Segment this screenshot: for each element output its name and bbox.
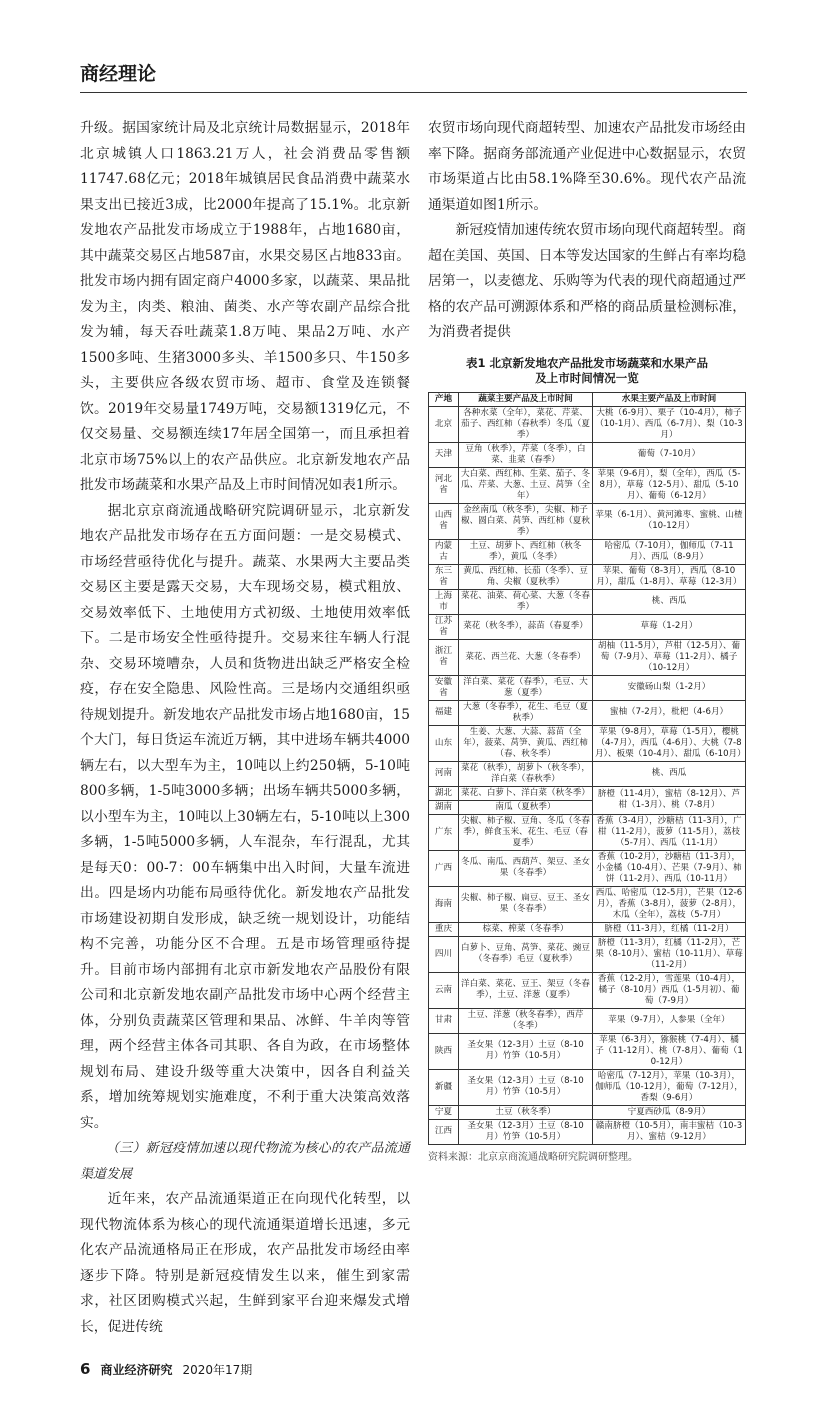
left-column — [80, 116, 410, 1340]
fruits-cell: 宁夏西砂瓜（8-9月） — [593, 1105, 746, 1119]
header-vegetables: 蔬菜主要产品及上市时间 — [459, 392, 593, 406]
fruits-cell: 苹果、葡萄（8-3月），西瓜（8-10月），甜瓜（1-8月）、草莓（12-3月） — [593, 564, 746, 589]
table-row — [429, 1033, 746, 1069]
paragraph: 新冠疫情加速传统农贸市场向现代商超转型。商超在美国、英国、日本等发达国家的生鲜占有率均稳居第一，以麦德龙、乐购等为代表的现代商超通过严格的农产品可溯源体系和严格的商品质量检测标准，为消费者提供 — [428, 222, 746, 340]
fruits-cell: 苹果（6-3月），猕猴桃（7-4月）、橘子（11-12月）、桃（7-8月）、葡萄（10-12月） — [593, 1033, 746, 1069]
fruits-cell: 苹果（6-1月）、黄河滩枣、蜜桃、山楂（10-12月） — [593, 503, 746, 539]
fruits-cell: 大桃（6-9月）、栗子（10-4月），柿子（10-1月）、西瓜（6-7月）、梨（10-3月） — [593, 406, 746, 442]
table-title — [428, 356, 746, 386]
vegetables-cell: 洋白菜、菜花、豆王、架豆（冬春季），土豆、洋葱（夏季） — [459, 972, 593, 1008]
vegetables-cell: 尖椒、柿子椒、扁豆、豆王、圣女果（冬春季） — [459, 886, 593, 922]
fruits-cell: 桃、西瓜 — [593, 589, 746, 614]
table-title-line1: 表1 北京新发地农产品批发市场蔬菜和水果产品 — [465, 355, 708, 370]
fruits-cell: 苹果（9-8月），草莓（1-5月），樱桃（4-7月），西瓜（4-6月）、大桃（7-8月）、板栗（10-4月）、甜瓜（6-10月） — [593, 725, 746, 761]
fruits-cell: 蜜柚（7-2月），枇杷（4-6月） — [593, 700, 746, 725]
table-row — [429, 589, 746, 614]
origin-cell: 北京 — [429, 406, 459, 442]
fruits-cell: 脐橙（11-3月），红橘（11-2月） — [593, 922, 746, 936]
fruits-cell: 苹果（9-7月），人参果（全年） — [593, 1008, 746, 1033]
table-row — [429, 539, 746, 564]
table-row — [429, 614, 746, 639]
origin-cell: 上海市 — [429, 589, 459, 614]
table-row — [429, 1008, 746, 1033]
table-title-line2: 及上市时间情况一览 — [535, 370, 639, 385]
right-column — [428, 116, 746, 1165]
table-row — [429, 886, 746, 922]
origin-cell: 湖南 — [429, 800, 459, 814]
vegetables-cell: 菜花、西兰花、大葱（冬春季） — [459, 639, 593, 675]
origin-cell: 新疆 — [429, 1069, 459, 1105]
vegetables-cell: 大葱（冬春季），花生、毛豆（夏秋季） — [459, 700, 593, 725]
table-row — [429, 761, 746, 786]
journal-name: 商业经济研究 — [100, 1363, 173, 1377]
table-row — [429, 442, 746, 467]
origin-cell: 宁夏 — [429, 1105, 459, 1119]
origin-cell: 甘肃 — [429, 1008, 459, 1033]
origin-cell: 陕西 — [429, 1033, 459, 1069]
vegetables-cell: 南瓜（夏秋季） — [459, 800, 593, 814]
origin-cell: 福建 — [429, 700, 459, 725]
origin-cell: 湖北 — [429, 786, 459, 800]
vegetables-cell: 冬瓜、南瓜、西葫芦、架豆、圣女果（冬春季） — [459, 850, 593, 886]
table-row — [429, 564, 746, 589]
table-row — [429, 1119, 746, 1144]
origin-cell: 山东 — [429, 725, 459, 761]
vegetables-cell: 豆角（秋季），芹菜（冬季），白菜、韭菜（春季） — [459, 442, 593, 467]
vegetables-cell: 黄瓜、西红柿、长茄（冬季）、豆角、尖椒（夏秋季） — [459, 564, 593, 589]
fruits-cell: 安徽砀山梨（1-2月） — [593, 675, 746, 700]
fruits-cell: 赣南脐橙（10-5月），南丰蜜桔（10-3月）、蜜桔（9-12月） — [593, 1119, 746, 1144]
fruits-cell: 脐橙（11-3月），红橘（11-2月），芒果（8-10月）、蜜桔（10-11月）、草莓（11-2月） — [593, 936, 746, 972]
origin-cell: 东三省 — [429, 564, 459, 589]
fruits-cell: 草莓（1-2月） — [593, 614, 746, 639]
page-body — [80, 0, 747, 1408]
vegetables-cell: 棕菜、榨菜（冬春季） — [459, 922, 593, 936]
origin-cell: 江西 — [429, 1119, 459, 1144]
page-number: 6 — [80, 1360, 91, 1378]
fruits-cell: 香蕉（10-2月），沙糖桔（11-3月），小金橘（10-4月）、芒果（7-9月）、柿饼（11-2月）、西瓜（10-11月） — [593, 850, 746, 886]
vegetables-cell: 圣女果（12-3月）土豆（8-10月）竹笋（10-5月） — [459, 1069, 593, 1105]
table-row — [429, 700, 746, 725]
fruits-cell: 胡柚（11-5月），芦柑（12-5月）、葡萄（7-9月）、草莓（11-2月）、橘子（10-12月） — [593, 639, 746, 675]
fruits-cell: 苹果（9-6月），梨（全年），西瓜（5-8月），草莓（12-5月）、甜瓜（5-10月）、葡萄（6-12月） — [593, 467, 746, 503]
origin-cell: 河北省 — [429, 467, 459, 503]
table-row — [429, 467, 746, 503]
header-fruits: 水果主要产品及上市时间 — [593, 392, 746, 406]
vegetables-cell: 菜花、油菜、荷心菜、大葱（冬春季） — [459, 589, 593, 614]
vegetables-cell: 土豆、洋葱（秋冬春季），西芹（冬季） — [459, 1008, 593, 1033]
vegetables-cell: 尖椒、柿子椒、豆角、冬瓜（冬春季），鲜食玉米、花生、毛豆（春夏季） — [459, 814, 593, 850]
table-row — [429, 850, 746, 886]
origin-cell: 云南 — [429, 972, 459, 1008]
vegetables-cell: 菜花、白萝卜、洋白菜（秋冬季） — [459, 786, 593, 800]
origin-cell: 重庆 — [429, 922, 459, 936]
vegetables-cell: 生姜、大葱、大蒜、蒜苗（全年），菠菜、莴笋、黄瓜、西红柿（春、秋冬季） — [459, 725, 593, 761]
fruits-cell: 葡萄（7-10月） — [593, 442, 746, 467]
vegetables-cell: 洋白菜、菜花（春季），毛豆、大葱（夏季） — [459, 675, 593, 700]
origin-cell: 内蒙古 — [429, 539, 459, 564]
table-row — [429, 1069, 746, 1105]
vegetables-cell: 菜花（秋季），胡萝卜（秋冬季），洋白菜（春秋季） — [459, 761, 593, 786]
origin-cell: 安徽省 — [429, 675, 459, 700]
vegetables-cell: 土豆（秋冬季） — [459, 1105, 593, 1119]
origin-cell: 广东 — [429, 814, 459, 850]
paragraph: 近年来，农产品流通渠道正在向现代化转型，以现代物流体系为核心的现代流通渠道增长迅速，多元化农产品流通格局正在形成，农产品批发市场经由率逐步下降。特别是新冠疫情发生以来，催生到家需求，社区团购模式兴起，生鲜到家平台迎来爆发式增长，促进传统 — [80, 1191, 410, 1335]
right-column-text — [428, 116, 746, 346]
footer — [80, 1360, 747, 1408]
fruits-cell: 哈密瓜（7-10月），伽师瓜（7-11月）、西瓜（8-9月） — [593, 539, 746, 564]
table-row — [429, 639, 746, 675]
vegetables-cell: 金丝南瓜（秋冬季），尖椒、柿子椒、圆白菜、莴笋、西红柿（夏秋季） — [459, 503, 593, 539]
vegetables-cell: 菜花（秋冬季），蒜苗（春夏季） — [459, 614, 593, 639]
fruits-cell: 香蕉（3-4月），沙糖桔（11-3月），广柑（11-2月），菠萝（11-5月），荔枝（5-7月）、西瓜（11-1月） — [593, 814, 746, 850]
header-origin: 产地 — [429, 392, 459, 406]
table-row — [429, 503, 746, 539]
table-row — [429, 922, 746, 936]
vegetables-cell: 土豆、胡萝卜、西红柿（秋冬季），黄瓜（冬季） — [459, 539, 593, 564]
origin-cell: 海南 — [429, 886, 459, 922]
vegetables-cell: 圣女果（12-3月）土豆（8-10月）竹笋（10-5月） — [459, 1033, 593, 1069]
table-row — [429, 675, 746, 700]
section-header: 商经理论 — [80, 63, 157, 85]
table-source: 资料来源：北京京商流通战略研究院调研整理。 — [428, 1151, 638, 1163]
vegetables-cell: 白萝卜、豆角、莴笋、菜花、豌豆（冬春季）毛豆（夏秋季） — [459, 936, 593, 972]
issue: 2020年17期 — [182, 1363, 253, 1377]
vegetables-cell: 大白菜、西红柿、生菜、茄子、冬瓜、芹菜、大葱、土豆、莴笋（全年） — [459, 467, 593, 503]
fruits-cell: 桃、西瓜 — [593, 761, 746, 786]
origin-cell: 山西省 — [429, 503, 459, 539]
produce-table — [428, 392, 746, 1145]
fruits-cell: 哈密瓜（7-12月），苹果（10-3月），伽师瓜（10-12月），葡萄（7-12月），香梨（9-6月） — [593, 1069, 746, 1105]
origin-cell: 河南 — [429, 761, 459, 786]
paragraph: 据北京京商流通战略研究院调研显示，北京新发地农产品批发市场存在五方面问题：一是交易模式、市场经营亟待优化与提升。蔬菜、水果两大主要品类交易区主要是露天交易，大车现场交易，模式粗放、交易效率低下、土地使用方式初级、土地使用效率低下。二是市场安全性亟待提升。交易来往车辆人行混杂、交易环境嘈杂，人员和货物进出缺乏严格安全检疫，存在安全隐患、风险性高。三是场内交通组织亟待规划提升。新发地农产品批发市场占地1680亩，15个大门，每日货运车流近万辆，其中进场车辆共4000辆左右，以大型车为主，10吨以上约250辆，5-10吨800多辆，1-5吨3000多辆；出场车辆共5000多辆，以小型车为主，10吨以上30辆左右，5-10吨以上300多辆，1-5吨5000多辆，人车混杂，车行混乱，尤其是每天0：00-7：00车辆集中出入时间，大量车流进出。四是场内功能布局亟待优化。新发地农产品批发市场建设初期自发形成，缺乏统一规划设计，功能结构不完善，功能分区不合理。五是市场管理亟待提升。目前市场内部拥有北京市新发地农产品股份有限公司和北京新发地农副产品批发市场中心两个经营主体，分别负责蔬菜区管理和果品、冰鲜、牛羊肉等管理，两个经营主体各司其职、各自为政，在市场整体规划布局、建设升级等重大决策中，因各自利益关系，增加统筹规划实施难度，不利于重大决策高效落实。 — [80, 502, 410, 1131]
vegetables-cell: 圣女果（12-3月）土豆（8-10月）竹笋（10-5月） — [459, 1119, 593, 1144]
table-row — [429, 725, 746, 761]
fruits-cell: 西瓜、哈密瓜（12-5月），芒果（12-6月），香蕉（3-8月），菠萝（2-8月），木瓜（全年），荔枝（5-7月） — [593, 886, 746, 922]
paragraph: 升级。据国家统计局及北京统计局数据显示，2018年北京城镇人口1863.21万人，社会消费品零售额11747.68亿元；2018年城镇居民食品消费中蔬菜水果支出已接近3成，比2000年提高了15.1%。北京新发地农产品批发市场成立于1988年，占地1680亩，其中蔬菜交易区占地587亩，水果交易区占地833亩。批发市场内拥有固定商户4000多家，以蔬菜、果品批发为主，肉类、粮油、菌类、水产等农副产品综合批发为辅，每天吞吐蔬菜1.8万吨、果品2万吨、水产1500多吨、生猪3000多头、羊1500多只、牛150多头，主要供应各级农贸市场、超市、食堂及连锁餐饮。2019年交易量1749万吨，交易额1319亿元，不仅交易量、交易额连续17年居全国第一，而且承担着北京市场75%以上的农产品供应。北京新发地农产品批发市场蔬菜和水果产品及上市时间情况如表1所示。 — [80, 120, 410, 493]
table-row — [429, 406, 746, 442]
origin-cell: 天津 — [429, 442, 459, 467]
vegetables-cell: 各种水菜（全年），菜花、芹菜、茄子、西红柿（春秋季）冬瓜（夏季） — [459, 406, 593, 442]
fruits-cell: 香蕉（12-2月），雪莲果（10-4月），橘子（8-10月）西瓜（1-5月初）、葡萄（7-9月） — [593, 972, 746, 1008]
table-row — [429, 1105, 746, 1119]
origin-cell: 江苏省 — [429, 614, 459, 639]
subsection-heading: （三）新冠疫情加速以现代物流为核心的农产品流通渠道发展 — [80, 1141, 410, 1182]
origin-cell: 四川 — [429, 936, 459, 972]
table-row — [429, 936, 746, 972]
origin-cell: 广西 — [429, 850, 459, 886]
origin-cell: 浙江省 — [429, 639, 459, 675]
fruits-cell: 脐橙（11-4月），蜜桔（8-12月）、芦柑（1-3月）、桃（7-8月） — [593, 786, 746, 814]
table-row — [429, 786, 746, 800]
columns — [80, 116, 747, 1340]
table-row — [429, 814, 746, 850]
paragraph: 农贸市场向现代商超转型、加速农产品批发市场经由率下降。据商务部流通产业促进中心数据显示，农贸市场渠道占比由58.1%降至30.6%。现代农产品流通渠道如图1所示。 — [428, 120, 746, 213]
table-row — [429, 972, 746, 1008]
